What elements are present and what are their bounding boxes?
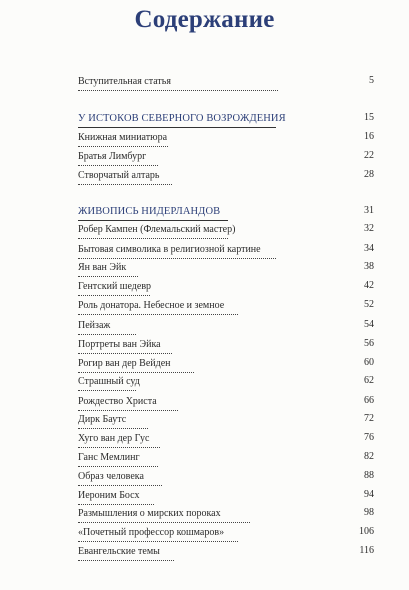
toc-entry-title: Размышления о мирских пороках: [78, 508, 221, 519]
toc-underline: [78, 372, 194, 373]
toc-page-number: 60: [364, 357, 374, 368]
toc-page-number: 28: [364, 169, 374, 180]
toc-underline: [78, 353, 172, 354]
toc-underline: [78, 238, 228, 239]
toc-page-number: 88: [364, 470, 374, 481]
toc-page-number: 38: [364, 261, 374, 272]
toc-entry-title: «Почетный профессор кошмаров»: [78, 527, 225, 538]
toc-underline: [78, 522, 250, 523]
toc-page-number: 34: [364, 243, 374, 254]
page-title: Содержание: [134, 6, 275, 33]
toc-entry-title: Образ человека: [78, 471, 144, 482]
toc-entry: [78, 279, 374, 293]
toc-entry: [78, 242, 374, 256]
toc-entry-title: Ян ван Эйк: [78, 262, 127, 273]
toc-entry-title: Дирк Баутс: [78, 414, 127, 425]
toc-entry-title: Вступительная статья: [78, 76, 171, 87]
toc-underline: [78, 127, 276, 128]
toc-page-number: 66: [364, 395, 374, 406]
toc-entry: [78, 298, 374, 312]
toc-page-number: 54: [364, 319, 374, 330]
toc-entry-title: Портреты ван Эйка: [78, 339, 161, 350]
toc-entry: [78, 469, 374, 483]
toc-entry: [78, 431, 374, 445]
toc-entry: [78, 394, 374, 408]
toc-entry-title: Братья Лимбург: [78, 151, 147, 162]
toc-page-number: 32: [364, 223, 374, 234]
toc-entry-title: Книжная миниатюра: [78, 132, 168, 143]
toc-entry: [78, 204, 374, 218]
toc-entry: [78, 356, 374, 370]
toc-entry-title: Рождество Христа: [78, 396, 157, 407]
toc-page-number: 52: [364, 299, 374, 310]
toc-page-number: 16: [364, 131, 374, 142]
toc-page-number: 98: [364, 507, 374, 518]
toc-underline: [78, 276, 138, 277]
toc-page-number: 82: [364, 451, 374, 462]
toc-entry: [78, 450, 374, 464]
toc-underline: [78, 90, 278, 91]
toc-entry: [78, 506, 374, 520]
toc-underline: [78, 541, 238, 542]
toc-entry-title: Бытовая символика в религиозной картине: [78, 244, 261, 255]
toc-entry: [78, 222, 374, 236]
toc-underline: [78, 258, 276, 259]
toc-entry-title: Гентский шедевр: [78, 281, 152, 292]
toc-page-number: 15: [364, 112, 374, 123]
toc-underline: [78, 165, 158, 166]
toc-page-number: 62: [364, 375, 374, 386]
toc-entry: [78, 318, 374, 332]
toc-underline: [78, 314, 238, 315]
toc-entry-title: Пейзаж: [78, 320, 111, 331]
toc-entry-title: Иероним Босх: [78, 490, 140, 501]
toc-section-title: У ИСТОКОВ СЕВЕРНОГО ВОЗРОЖДЕНИЯ: [78, 113, 286, 124]
toc-page-number: 116: [359, 545, 374, 556]
toc-page-number: 76: [364, 432, 374, 443]
toc-entry: [78, 337, 374, 351]
toc-underline: [78, 146, 168, 147]
toc-page-number: 5: [369, 75, 374, 86]
toc-entry: [78, 130, 374, 144]
toc-page-number: 106: [359, 526, 374, 537]
toc-page-number: 94: [364, 489, 374, 500]
toc-entry-title: Страшный суд: [78, 376, 140, 387]
toc-section-title: ЖИВОПИСЬ НИДЕРЛАНДОВ: [78, 206, 221, 217]
toc-page-number: 22: [364, 150, 374, 161]
toc-underline: [78, 410, 178, 411]
toc-underline: [78, 428, 148, 429]
toc-entry: [78, 544, 374, 558]
toc-underline: [78, 560, 174, 561]
toc-underline: [78, 390, 136, 391]
toc-entry-title: Евангельские темы: [78, 546, 160, 557]
toc-entry: [78, 260, 374, 274]
toc-page-number: 42: [364, 280, 374, 291]
toc-entry: [78, 374, 374, 388]
toc-underline: [78, 334, 136, 335]
toc-entry: [78, 412, 374, 426]
toc-underline: [78, 184, 172, 185]
toc-underline: [78, 447, 160, 448]
toc-page-number: 31: [364, 205, 374, 216]
toc-entry: [78, 74, 374, 88]
toc-entry: [78, 525, 374, 539]
toc-entry-title: Ганс Мемлинг: [78, 452, 140, 463]
toc-entry-title: Рогир ван дер Вейден: [78, 358, 171, 369]
toc-underline: [78, 295, 150, 296]
toc-entry-title: Створчатый алтарь: [78, 170, 160, 181]
toc-entry-title: Роль донатора. Небесное и земное: [78, 300, 225, 311]
toc-page-number: 72: [364, 413, 374, 424]
toc-page-number: 56: [364, 338, 374, 349]
toc-underline: [78, 220, 228, 221]
toc-underline: [78, 504, 154, 505]
toc-entry: [78, 488, 374, 502]
toc-entry: [78, 149, 374, 163]
toc-entry-title: Хуго ван дер Гус: [78, 433, 150, 444]
toc-entry-title: Робер Кампен (Флемальский мастер): [78, 224, 236, 235]
toc-entry: [78, 111, 374, 125]
toc-underline: [78, 466, 158, 467]
toc-entry: [78, 168, 374, 182]
toc-underline: [78, 485, 162, 486]
